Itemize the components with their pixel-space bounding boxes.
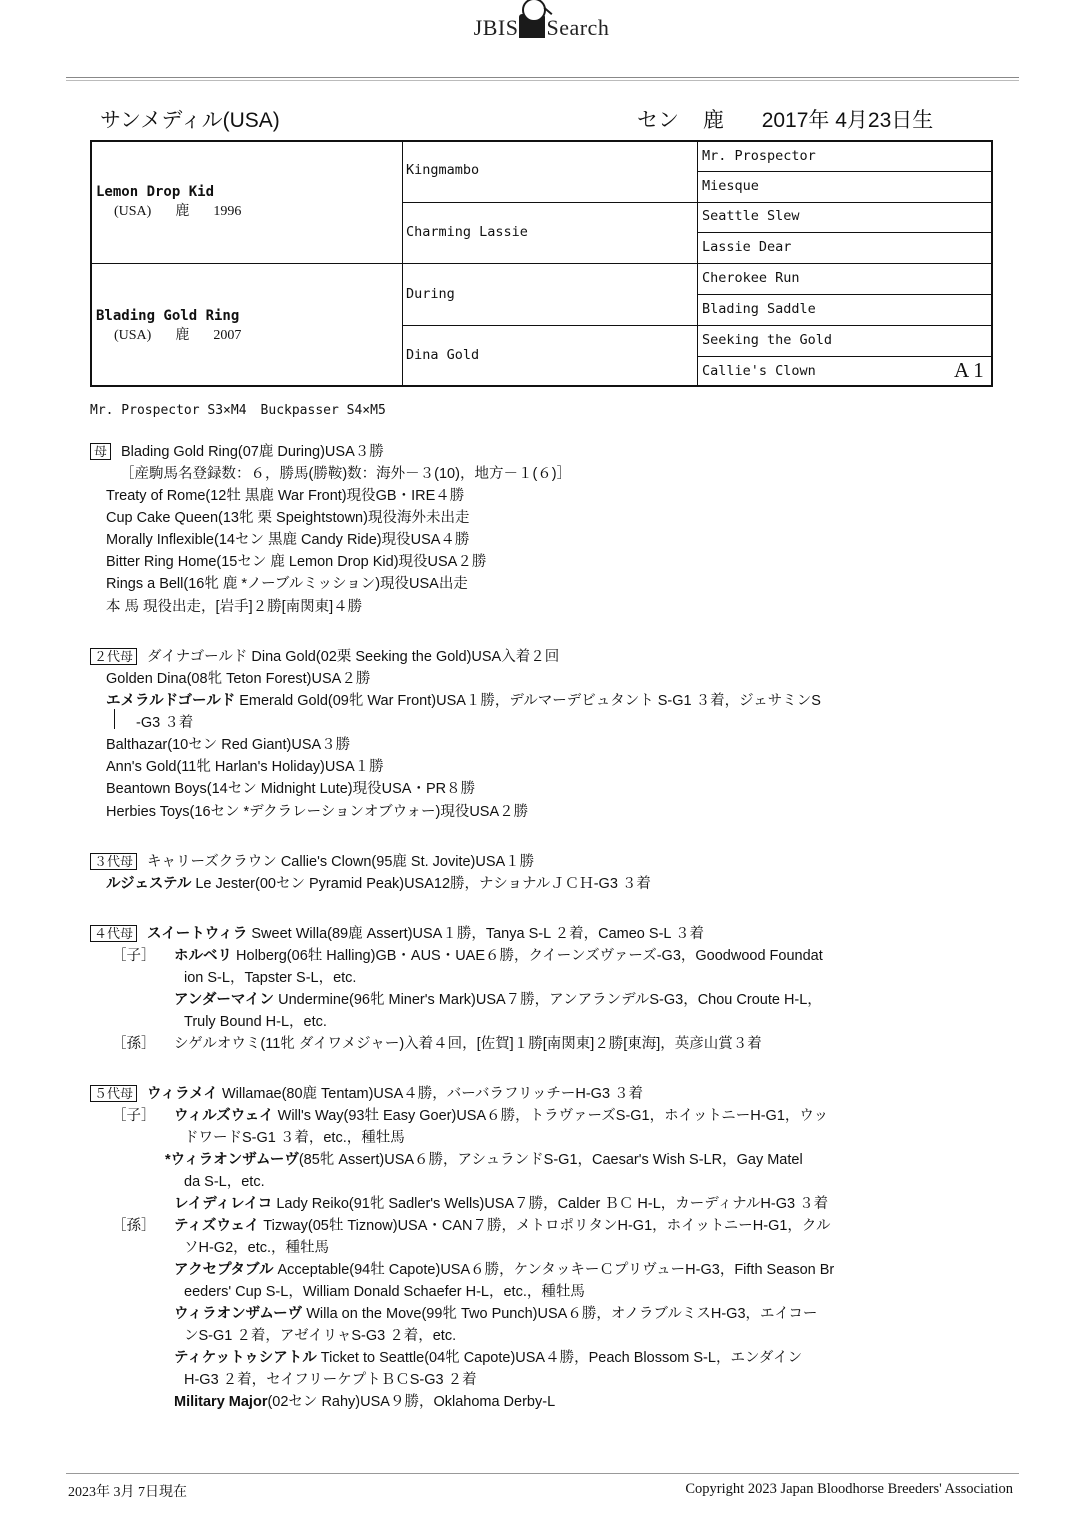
- dam-line-4: Cup Cake Queen(13牝 栗 Speightstown)現役海外未出走: [106, 510, 470, 526]
- dam-details: (USA) 鹿 2007: [114, 328, 242, 343]
- inbreeding-info: [90, 403, 400, 418]
- g5-line-8: ソH-G2，etc.，種牡馬: [184, 1240, 330, 1256]
- pedigree-gen2-4[interactable]: Dina Gold: [406, 347, 480, 363]
- pedigree-gen2-1[interactable]: Kingmambo: [406, 162, 480, 178]
- horse-sex: セン: [637, 109, 679, 132]
- as-of-date: 2023年 3月 7日現在: [68, 1485, 187, 1500]
- g3-line-2: ルジェステル Le Jester(00セン Pyramid Peak)USA12勝，ナショナルＪＣＨ-G3 ３着: [106, 876, 651, 892]
- g4-section-label: ４代母: [90, 925, 137, 942]
- pedigree-gen3-6[interactable]: Blading Saddle: [702, 301, 816, 317]
- g4-grand-tag: ［孫］: [112, 1036, 156, 1052]
- g2-line-5: Balthazar(10セン Red Giant)USA３勝: [106, 737, 351, 753]
- continuation-bar: [114, 709, 115, 729]
- pedigree-gen2-3[interactable]: During: [406, 286, 455, 302]
- horse-name: サンメディル(USA): [100, 109, 280, 132]
- pedigree-gen3-3[interactable]: Seattle Slew: [702, 208, 800, 224]
- dam-line-6: Bitter Ring Home(15セン 鹿 Lemon Drop Kid)現役USA２勝: [106, 554, 487, 570]
- g5-line-5: da S-L，etc.: [184, 1174, 265, 1190]
- sire-cell[interactable]: [96, 184, 265, 220]
- horse-info: [637, 104, 951, 134]
- dam-cell[interactable]: [96, 308, 265, 344]
- pedigree-gen3-7[interactable]: Seeking the Gold: [702, 332, 833, 348]
- g3-line-1: ３代母 キャリーズクラウン Callie's Clown(95鹿 St. Jovite)USA１勝: [90, 850, 534, 871]
- dam-line-5: Morally Inflexible(14セン 黒鹿 Candy Ride)現役USA４勝: [106, 532, 470, 548]
- header-divider: [66, 77, 1019, 81]
- sire-details: (USA) 鹿 1996: [114, 204, 242, 219]
- dam-name[interactable]: Blading Gold Ring: [96, 308, 240, 324]
- g2-line-8: Herbies Toys(16セン *デクラレーションオブウォー)現役USA２勝: [106, 804, 529, 820]
- g5-line-6: レイディレイコ Lady Reiko(91牝 Sadler's Wells)USA７勝，Calder ＢＣ H-L，カーディナルH-G3 ３着: [174, 1196, 829, 1212]
- g5-line-14: H-G3 ２着，セイフリーケプトＢＣS-G3 ２着: [184, 1372, 477, 1388]
- g5-line-9: アクセプタブル Acceptable(94牡 Capote)USA６勝，ケンタッキーＣプリヴューH-G3，Fifth Season Br: [174, 1262, 835, 1278]
- g2-line-4: -G3 ３着: [136, 715, 194, 731]
- g5-section-label: ５代母: [90, 1085, 137, 1102]
- logo-text-search: Search: [546, 15, 610, 40]
- sire-name[interactable]: Lemon Drop Kid: [96, 184, 215, 200]
- g2-line-6: Ann's Gold(11牝 Harlan's Holiday)USA１勝: [106, 759, 384, 775]
- g3-section-label: ３代母: [90, 853, 137, 870]
- g5-line-13: ティケットゥシアトル Ticket to Seattle(04牝 Capote)USA４勝，Peach Blossom S-L，エンダイン: [174, 1350, 803, 1366]
- dam-line-8: 本 馬 現役出走，[岩手]２勝[南関東]４勝: [106, 599, 363, 615]
- pedigree-gen3-1[interactable]: Mr. Prospector: [702, 148, 816, 164]
- g4-line-2: ホルベリ Holberg(06牡 Halling)GB・AUS・UAE６勝，クイーンズヴァーズ-G3，Goodwood Foundat: [174, 948, 823, 964]
- g2-line-1: ２代母 ダイナゴールド Dina Gold(02栗 Seeking the Gold)USA入着２回: [90, 645, 559, 666]
- dam-line-7: Rings a Bell(16牝 鹿 *ノーブルミッション)現役USA出走: [106, 576, 468, 592]
- g4-line-5: Truly Bound H-L，etc.: [184, 1014, 327, 1030]
- g5-line-3: ドワードS-G1 ３着，etc.，種牡馬: [184, 1130, 405, 1146]
- g5-line-15: Military Major(02セン Rahy)USA９勝，Oklahoma Derby-L: [174, 1394, 556, 1410]
- inbreeding-1: Mr. Prospector S3×M4: [90, 403, 247, 418]
- g4-line-4: アンダーマイン Undermine(96牝 Miner's Mark)USA７勝，アンアランデルS-G3，Chou Croute H-L，: [174, 992, 822, 1008]
- g2-line-2: Golden Dina(08牝 Teton Forest)USA２勝: [106, 671, 371, 687]
- g5-line-4: *ウィラオンザムーヴ(85牝 Assert)USA６勝，アシュランドS-G1，Caesar's Wish S-LR，Gay Matel: [165, 1152, 803, 1168]
- horse-birth: 2017年 4月23日生: [761, 109, 934, 132]
- family-number: A 1: [954, 358, 984, 382]
- g4-line-1: ４代母 スイートウィラ Sweet Willa(89鹿 Assert)USA１勝，Tanya S-L ２着，Cameo S-L ３着: [90, 922, 704, 943]
- dam-section-label: 母: [90, 443, 111, 460]
- g5-line-11: ウィラオンザムーヴ Willa on the Move(99牝 Two Punch)USA６勝，オノラブルミスH-G3，エイコー: [174, 1306, 818, 1322]
- g2-line-3: エメラルドゴールド Emerald Gold(09牝 War Front)USA１勝，デルマーデビュタント S-G1 ３着，ジェサミンS: [106, 693, 821, 709]
- g5-line-10: eeders' Cup S-L，William Donald Schaefer H-L，etc.，種牡馬: [184, 1284, 585, 1300]
- g4-child-tag: ［子］: [112, 948, 156, 964]
- dam-line-3: Treaty of Rome(12牡 黒鹿 War Front)現役GB・IRE４勝: [106, 488, 465, 504]
- horse-magnifier-icon: [519, 14, 545, 38]
- dam-line-2: ［産駒馬名登録数：６，勝馬(勝鞍)数：海外－３(10)，地方－１(６)］: [120, 466, 572, 482]
- g5-line-7: ティズウェイ Tizway(05牡 Tiznow)USA・CAN７勝，メトロポリタンH-G1，ホイットニーH-G1，クル: [174, 1218, 831, 1234]
- pedigree-gen3-5[interactable]: Cherokee Run: [702, 270, 800, 286]
- copyright: Copyright 2023 Japan Bloodhorse Breeders' Association: [685, 1481, 1013, 1497]
- logo-text-jbis: JBIS: [473, 15, 519, 40]
- inbreeding-2: Buckpasser S4×M5: [260, 403, 386, 418]
- pedigree-gen3-4[interactable]: Lassie Dear: [702, 239, 792, 255]
- dam-line-1: 母 Blading Gold Ring(07鹿 During)USA３勝: [90, 440, 384, 461]
- g2-section-label: ２代母: [90, 648, 137, 665]
- g5-line-12: ンS-G1 ２着，アゼイリャS-G3 ２着，etc.: [184, 1328, 457, 1344]
- jbis-search-logo[interactable]: [0, 14, 1083, 41]
- pedigree-gen3-2[interactable]: Miesque: [702, 178, 759, 194]
- g4-line-3: ion S-L，Tapster S-L，etc.: [184, 970, 357, 986]
- g5-child-tag: ［子］: [112, 1108, 156, 1124]
- pedigree-gen2-2[interactable]: Charming Lassie: [406, 224, 528, 240]
- horse-color: 鹿: [702, 109, 724, 132]
- pedigree-gen3-8[interactable]: Callie's Clown: [702, 363, 816, 379]
- g5-line-2: ウィルズウェイ Will's Way(93牡 Easy Goer)USA６勝，トラヴァーズS-G1，ホイットニーH-G1，ウッ: [174, 1108, 829, 1124]
- g5-line-1: ５代母 ウィラメイ Willamae(80鹿 Tentam)USA４勝，バーバラフリッチーH-G3 ３着: [90, 1082, 643, 1103]
- g2-line-7: Beantown Boys(14セン Midnight Lute)現役USA・PR８勝: [106, 781, 476, 797]
- g5-grand-tag: ［孫］: [112, 1218, 156, 1234]
- g4-line-6: シゲルオウミ(11牝 ダイワメジャー)入着４回，[佐賀]１勝[南関東]２勝[東海]，英彦山賞３着: [174, 1036, 762, 1052]
- footer-divider: [66, 1473, 1019, 1474]
- pedigree-table: [90, 140, 993, 387]
